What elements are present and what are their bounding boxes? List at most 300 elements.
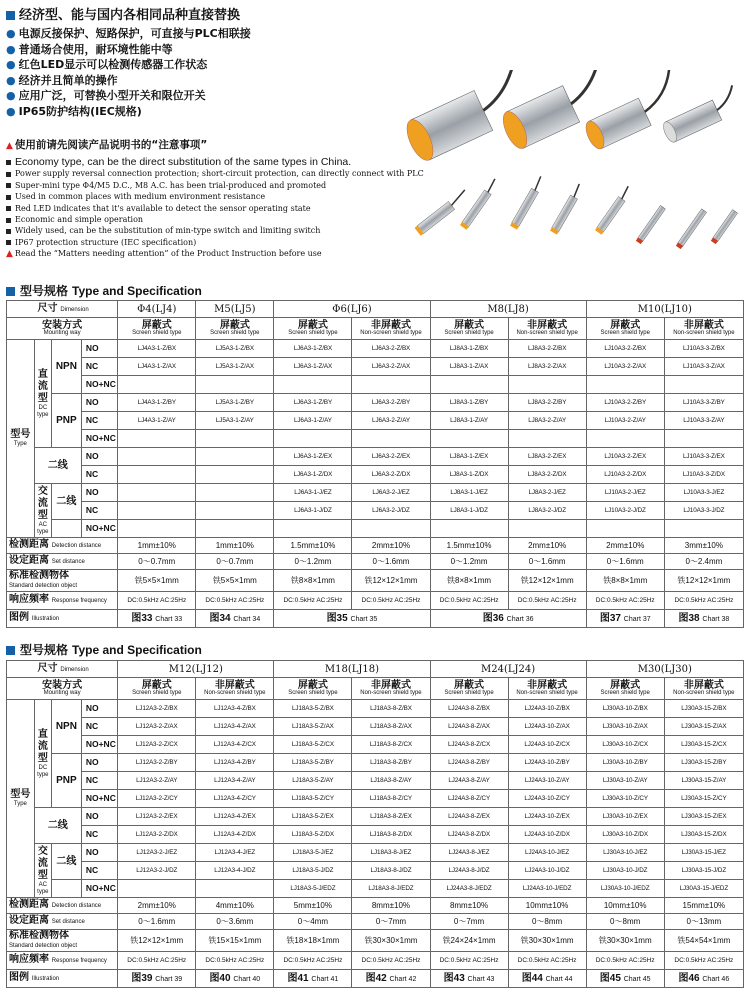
spec-value-cell: DC:0.5kHz AC:25Hz bbox=[508, 952, 586, 970]
chart-label: 图例 Illustration bbox=[7, 970, 118, 988]
model-code-cell bbox=[118, 448, 196, 466]
model-code-cell: LJ24A3-10-Z/AX bbox=[508, 718, 586, 736]
model-code-cell: LJ18A3-8-Z/BX bbox=[352, 700, 430, 718]
model-code-cell: LJ18A3-5-Z/CY bbox=[274, 790, 352, 808]
model-code-cell bbox=[664, 376, 743, 394]
model-code-cell: LJ6A3-2-Z/EX bbox=[352, 448, 430, 466]
en-feature-item: Widely used, can be the substitution of min-type switch and limiting switch bbox=[6, 225, 424, 236]
model-code-cell: LJ10A3-3-Z/DX bbox=[664, 466, 743, 484]
model-code-cell: LJ24A3-10-Z/EX bbox=[508, 808, 586, 826]
en-feature-item: Economic and simple operation bbox=[6, 214, 424, 225]
model-code-cell: LJ30A3-10-Z/AY bbox=[586, 772, 664, 790]
model-code-cell: LJ30A3-15-Z/EX bbox=[664, 808, 743, 826]
model-code-cell: LJ12A3-2-Z/AX bbox=[118, 718, 196, 736]
model-code-cell: LJ18A3-5-Z/EX bbox=[274, 808, 352, 826]
model-code-cell: LJ8A3-2-J/EZ bbox=[508, 484, 586, 502]
type-label: 型号 Type bbox=[7, 340, 35, 538]
model-code-cell: LJ18A3-5-J/DZ bbox=[274, 862, 352, 880]
dc-label: 直流型 DC type bbox=[34, 340, 51, 448]
model-code-cell: LJ18A3-8-Z/AX bbox=[352, 718, 430, 736]
spec-value-cell: 15mm±10% bbox=[664, 898, 743, 914]
model-code-cell: LJ24A3-8-Z/AY bbox=[430, 772, 508, 790]
output-nc: NC bbox=[81, 826, 117, 844]
model-code-cell: LJ18A3-8-Z/CX bbox=[352, 736, 430, 754]
spec-value-cell: 2mm±10% bbox=[586, 538, 664, 554]
model-code-cell bbox=[274, 430, 352, 448]
model-code-cell: LJ8A3-1-Z/AY bbox=[430, 412, 508, 430]
page-header bbox=[6, 4, 240, 23]
spec-value-cell: DC:0.5kHz AC:25Hz bbox=[508, 592, 586, 610]
model-code-cell: LJ12A3-2-Z/DX bbox=[118, 826, 196, 844]
model-code-cell: LJ8A3-1-J/DZ bbox=[430, 502, 508, 520]
model-code-cell bbox=[508, 520, 586, 538]
model-code-cell: LJ12A3-2-J/DZ bbox=[118, 862, 196, 880]
header-title: 经济型、能与国内各相同品种直接替换 bbox=[19, 8, 241, 23]
model-code-cell: LJ24A3-8-J/EDZ bbox=[430, 880, 508, 898]
output-no: NO bbox=[81, 808, 117, 826]
model-code-cell: LJ30A3-15-Z/CY bbox=[664, 790, 743, 808]
output-no: NO bbox=[81, 484, 117, 502]
model-code-cell: LJ18A3-8-Z/DX bbox=[352, 826, 430, 844]
model-code-cell: LJ10A3-3-J/EZ bbox=[664, 484, 743, 502]
model-code-cell: LJ5A3-1-Z/BY bbox=[196, 394, 274, 412]
model-code-cell: LJ12A3-2-Z/EX bbox=[118, 808, 196, 826]
mount-cell: 非屏蔽式 Non-screen shield type bbox=[352, 318, 430, 340]
mount-cell: 屏蔽式 Screen shield type bbox=[274, 318, 352, 340]
mount-cell: 屏蔽式 Screen shield type bbox=[196, 318, 274, 340]
bullet-square-icon bbox=[6, 229, 11, 234]
model-code-cell: LJ24A3-8-J/EZ bbox=[430, 844, 508, 862]
model-code-cell: LJ30A3-10-Z/DX bbox=[586, 826, 664, 844]
spec-value-cell: 3mm±10% bbox=[664, 538, 743, 554]
model-code-cell: LJ18A3-8-J/EZ bbox=[352, 844, 430, 862]
spec-value-cell: 铁5×5×1mm bbox=[196, 570, 274, 592]
output-nc: NC bbox=[81, 412, 117, 430]
spec-value-cell: 铁30×30×1mm bbox=[586, 930, 664, 952]
en-feature-item: Economy type, can be the direct substitution of the same types in China. bbox=[6, 157, 424, 168]
bullet-square-icon bbox=[6, 206, 11, 211]
sensor-small-row-image bbox=[415, 175, 738, 249]
spec-value-cell: DC:0.5kHz AC:25Hz bbox=[196, 592, 274, 610]
model-code-cell: LJ18A3-5-Z/BY bbox=[274, 754, 352, 772]
output-nc: NC bbox=[81, 502, 117, 520]
mount-cell: 屏蔽式 Screen shield type bbox=[430, 678, 508, 700]
model-code-cell: LJ24A3-10-J/EZ bbox=[508, 844, 586, 862]
spec-value-cell: 2mm±10% bbox=[118, 898, 196, 914]
mount-cell: 屏蔽式 Screen shield type bbox=[586, 678, 664, 700]
model-code-cell: LJ6A3-2-Z/AX bbox=[352, 358, 430, 376]
output-nonc: NO+NC bbox=[81, 376, 117, 394]
spec-value-cell: DC:0.5kHz AC:25Hz bbox=[664, 952, 743, 970]
model-code-cell: LJ8A3-2-Z/DX bbox=[508, 466, 586, 484]
model-code-cell bbox=[274, 376, 352, 394]
resp-label: 响应频率 Response frequency bbox=[7, 952, 118, 970]
spec-value-cell: 铁8×8×1mm bbox=[586, 570, 664, 592]
spec-value-cell: 0～0.7mm bbox=[118, 554, 196, 570]
spec-value-cell: 10mm±10% bbox=[508, 898, 586, 914]
model-code-cell: LJ6A3-2-J/DZ bbox=[352, 502, 430, 520]
mount-label: 安装方式 Mounting way bbox=[7, 678, 118, 700]
model-code-cell bbox=[430, 520, 508, 538]
model-code-cell: LJ12A3-4-Z/BY bbox=[196, 754, 274, 772]
chart-ref: 图36 Chart 36 bbox=[430, 610, 586, 628]
model-code-cell: LJ30A3-10-Z/CX bbox=[586, 736, 664, 754]
output-nonc: NO+NC bbox=[81, 790, 117, 808]
model-code-cell: LJ10A3-2-Z/BX bbox=[586, 340, 664, 358]
spec-value-cell: DC:0.5kHz AC:25Hz bbox=[118, 952, 196, 970]
size-cell: M24(LJ24) bbox=[430, 661, 586, 678]
model-code-cell: LJ24A3-8-Z/CX bbox=[430, 736, 508, 754]
mount-cell: 非屏蔽式 Non-screen shield type bbox=[508, 318, 586, 340]
size-cell: Φ4(LJ4) bbox=[118, 301, 196, 318]
model-code-cell bbox=[508, 376, 586, 394]
model-code-cell: LJ6A3-1-Z/BX bbox=[274, 340, 352, 358]
size-cell: Φ6(LJ6) bbox=[274, 301, 430, 318]
model-code-cell bbox=[196, 466, 274, 484]
chart-ref: 图43 Chart 43 bbox=[430, 970, 508, 988]
model-code-cell: LJ10A3-2-Z/EX bbox=[586, 448, 664, 466]
spec-value-cell: DC:0.5kHz AC:25Hz bbox=[352, 592, 430, 610]
spec-value-cell: DC:0.5kHz AC:25Hz bbox=[430, 952, 508, 970]
output-nc: NC bbox=[81, 466, 117, 484]
model-code-cell: LJ24A3-8-Z/EX bbox=[430, 808, 508, 826]
model-code-cell: LJ18A3-8-Z/EX bbox=[352, 808, 430, 826]
model-code-cell: LJ24A3-8-Z/CY bbox=[430, 790, 508, 808]
spec-value-cell: 铁30×30×1mm bbox=[352, 930, 430, 952]
spec-value-cell: 0～1.2mm bbox=[274, 554, 352, 570]
model-code-cell: LJ12A3-2-J/EZ bbox=[118, 844, 196, 862]
model-code-cell: LJ18A3-5-J/EDZ bbox=[274, 880, 352, 898]
model-code-cell bbox=[586, 430, 664, 448]
model-code-cell: LJ30A3-15-Z/DX bbox=[664, 826, 743, 844]
model-code-cell: LJ24A3-8-J/DZ bbox=[430, 862, 508, 880]
spec-value-cell: DC:0.5kHz AC:25Hz bbox=[274, 592, 352, 610]
output-no: NO bbox=[81, 844, 117, 862]
model-code-cell: LJ30A3-10-Z/CY bbox=[586, 790, 664, 808]
bullet-square-icon bbox=[6, 218, 11, 223]
en-warning: ▲ Read the “Matters needing attention” of the Product Instruction before use bbox=[6, 249, 322, 260]
chart-ref: 图33 Chart 33 bbox=[118, 610, 196, 628]
model-code-cell bbox=[352, 520, 430, 538]
model-code-cell: LJ4A3-1-Z/AY bbox=[118, 412, 196, 430]
warning-triangle-icon: ▲ bbox=[6, 249, 13, 260]
model-code-cell: LJ8A3-1-Z/BY bbox=[430, 394, 508, 412]
cn-feature-item: ● 经济并且简单的操作 bbox=[6, 73, 118, 87]
mount-cell: 非屏蔽式 Non-screen shield type bbox=[508, 678, 586, 700]
spec-value-cell: 0～8mm bbox=[508, 914, 586, 930]
spec-value-cell: 铁12×12×1mm bbox=[508, 570, 586, 592]
spec-value-cell: DC:0.5kHz AC:25Hz bbox=[586, 592, 664, 610]
model-code-cell bbox=[196, 520, 274, 538]
model-code-cell bbox=[118, 430, 196, 448]
model-code-cell: LJ5A3-1-Z/AY bbox=[196, 412, 274, 430]
spec-value-cell: 铁8×8×1mm bbox=[274, 570, 352, 592]
model-code-cell: LJ8A3-1-Z/AX bbox=[430, 358, 508, 376]
spec-value-cell: DC:0.5kHz AC:25Hz bbox=[274, 952, 352, 970]
model-code-cell bbox=[118, 466, 196, 484]
model-code-cell: LJ8A3-2-Z/AX bbox=[508, 358, 586, 376]
model-code-cell: LJ18A3-5-Z/AX bbox=[274, 718, 352, 736]
chart-ref: 图34 Chart 34 bbox=[196, 610, 274, 628]
model-code-cell: LJ30A3-15-J/DZ bbox=[664, 862, 743, 880]
spec-value-cell: DC:0.5kHz AC:25Hz bbox=[430, 592, 508, 610]
mount-label: 安装方式 Mounting way bbox=[7, 318, 118, 340]
en-feature-item: Super-mini type Φ4/M5 D.C., M8 A.C. has been trial-produced and promoted bbox=[6, 180, 424, 191]
spec-value-cell: 铁5×5×1mm bbox=[118, 570, 196, 592]
model-code-cell: LJ6A3-1-J/DZ bbox=[274, 502, 352, 520]
chart-ref: 图42 Chart 42 bbox=[352, 970, 430, 988]
model-code-cell: LJ6A3-1-Z/BY bbox=[274, 394, 352, 412]
model-code-cell: LJ24A3-10-Z/BY bbox=[508, 754, 586, 772]
spec-value-cell: 0～1.2mm bbox=[430, 554, 508, 570]
warning-cn: ▲ 使用前请先阅读产品说明书的“注意事项” bbox=[6, 139, 208, 151]
mount-cell: 屏蔽式 Screen shield type bbox=[118, 318, 196, 340]
size-cell: M30(LJ30) bbox=[586, 661, 743, 678]
output-no: NO bbox=[81, 340, 117, 358]
output-nc: NC bbox=[81, 718, 117, 736]
chart-ref: 图41 Chart 41 bbox=[274, 970, 352, 988]
output-nonc: NO+NC bbox=[81, 430, 117, 448]
model-code-cell: LJ12A3-4-Z/DX bbox=[196, 826, 274, 844]
model-code-cell bbox=[118, 880, 196, 898]
mount-cell: 屏蔽式 Screen shield type bbox=[586, 318, 664, 340]
bullet-icon: ● bbox=[6, 58, 16, 72]
en-feature-item: IP67 protection structure (IEC specification) bbox=[6, 237, 424, 248]
model-code-cell: LJ12A3-2-Z/CX bbox=[118, 736, 196, 754]
spec-value-cell: 铁30×30×1mm bbox=[508, 930, 586, 952]
model-code-cell: LJ10A3-2-Z/BY bbox=[586, 394, 664, 412]
section-title-2: 型号规格 Type and Specification bbox=[6, 641, 202, 658]
spec-table-2 bbox=[6, 660, 744, 988]
output-no: NO bbox=[81, 754, 117, 772]
resp-label: 响应频率 Response frequency bbox=[7, 592, 118, 610]
bullet-icon: ● bbox=[6, 27, 16, 40]
two-wire-label bbox=[51, 520, 81, 538]
spec-value-cell: 2mm±10% bbox=[352, 538, 430, 554]
model-code-cell: LJ18A3-8-J/EDZ bbox=[352, 880, 430, 898]
model-code-cell: LJ6A3-1-Z/AX bbox=[274, 358, 352, 376]
mount-cell: 屏蔽式 Screen shield type bbox=[118, 678, 196, 700]
model-code-cell: LJ30A3-10-Z/EX bbox=[586, 808, 664, 826]
bullet-square-icon bbox=[6, 172, 11, 177]
model-code-cell: LJ18A3-5-Z/CX bbox=[274, 736, 352, 754]
output-nonc: NO+NC bbox=[81, 520, 117, 538]
model-code-cell: LJ30A3-10-J/DZ bbox=[586, 862, 664, 880]
en-feature-item: Used in common places with medium environment resistance bbox=[6, 191, 424, 202]
model-code-cell: LJ18A3-5-J/EZ bbox=[274, 844, 352, 862]
spec-value-cell: DC:0.5kHz AC:25Hz bbox=[118, 592, 196, 610]
model-code-cell: LJ18A3-8-Z/CY bbox=[352, 790, 430, 808]
spec-value-cell: 0～2.4mm bbox=[664, 554, 743, 570]
model-code-cell: LJ8A3-1-Z/DX bbox=[430, 466, 508, 484]
two-wire-label: 二线 bbox=[51, 484, 81, 520]
model-code-cell bbox=[196, 484, 274, 502]
spec-value-cell: 铁12×12×1mm bbox=[118, 930, 196, 952]
npn-label: NPN bbox=[51, 340, 81, 394]
spec-value-cell: 1.5mm±10% bbox=[430, 538, 508, 554]
section-square-icon bbox=[6, 287, 15, 296]
model-code-cell: LJ10A3-2-J/DZ bbox=[586, 502, 664, 520]
model-code-cell: LJ6A3-1-Z/EX bbox=[274, 448, 352, 466]
model-code-cell: LJ8A3-1-J/EZ bbox=[430, 484, 508, 502]
size-cell: M8(LJ8) bbox=[430, 301, 586, 318]
bullet-icon: ● bbox=[6, 73, 16, 87]
model-code-cell: LJ30A3-15-Z/AY bbox=[664, 772, 743, 790]
spec-value-cell: 0～13mm bbox=[664, 914, 743, 930]
set-label: 设定距离 Set distance bbox=[7, 554, 118, 570]
size-cell: M18(LJ18) bbox=[274, 661, 430, 678]
spec-value-cell: 0～7mm bbox=[352, 914, 430, 930]
chart-ref: 图44 Chart 44 bbox=[508, 970, 586, 988]
model-code-cell bbox=[196, 430, 274, 448]
model-code-cell: LJ6A3-1-Z/AY bbox=[274, 412, 352, 430]
model-code-cell: LJ6A3-2-Z/DX bbox=[352, 466, 430, 484]
bullet-icon: ● bbox=[6, 42, 16, 56]
en-feature-list bbox=[6, 157, 424, 261]
mount-cell: 非屏蔽式 Non-screen shield type bbox=[664, 678, 743, 700]
model-code-cell: LJ24A3-10-J/EDZ bbox=[508, 880, 586, 898]
model-code-cell bbox=[352, 430, 430, 448]
model-code-cell: LJ6A3-2-Z/AY bbox=[352, 412, 430, 430]
model-code-cell: LJ12A3-4-Z/CX bbox=[196, 736, 274, 754]
cn-feature-item: ● 红色LED显示可以检测传感器工作状态 bbox=[6, 58, 208, 72]
dc-label: 直流型 DC type bbox=[34, 700, 51, 808]
ac-label: 交流型 AC type bbox=[34, 484, 51, 538]
model-code-cell: LJ10A3-2-Z/AY bbox=[586, 412, 664, 430]
model-code-cell: LJ6A3-2-Z/BY bbox=[352, 394, 430, 412]
model-code-cell: LJ12A3-4-J/DZ bbox=[196, 862, 274, 880]
size-cell: M5(LJ5) bbox=[196, 301, 274, 318]
en-feature-item: Power supply reversal connection protection; short-circuit protection, can directly connect with PLC bbox=[6, 168, 424, 179]
model-code-cell: LJ24A3-10-Z/DX bbox=[508, 826, 586, 844]
model-code-cell: LJ24A3-10-Z/AY bbox=[508, 772, 586, 790]
mount-cell: 屏蔽式 Screen shield type bbox=[430, 318, 508, 340]
model-code-cell: LJ12A3-4-J/EZ bbox=[196, 844, 274, 862]
model-code-cell: LJ6A3-1-Z/DX bbox=[274, 466, 352, 484]
model-code-cell bbox=[196, 502, 274, 520]
two-wire-label: 二线 bbox=[34, 448, 81, 484]
model-code-cell bbox=[430, 376, 508, 394]
model-code-cell: LJ24A3-10-Z/BX bbox=[508, 700, 586, 718]
output-no: NO bbox=[81, 448, 117, 466]
spec-value-cell: 铁18×18×1mm bbox=[274, 930, 352, 952]
spec-value-cell: 铁8×8×1mm bbox=[430, 570, 508, 592]
chart-ref: 图40 Chart 40 bbox=[196, 970, 274, 988]
model-code-cell: LJ5A3-1-Z/AX bbox=[196, 358, 274, 376]
model-code-cell: LJ12A3-2-Z/BY bbox=[118, 754, 196, 772]
model-code-cell: LJ10A3-3-Z/AX bbox=[664, 358, 743, 376]
pnp-label: PNP bbox=[51, 394, 81, 448]
two-wire-label: 二线 bbox=[34, 808, 81, 844]
chart-ref: 图37 Chart 37 bbox=[586, 610, 664, 628]
spec-value-cell: 铁15×15×1mm bbox=[196, 930, 274, 952]
spec-value-cell: 0～3.6mm bbox=[196, 914, 274, 930]
model-code-cell bbox=[196, 376, 274, 394]
bullet-icon: ● bbox=[6, 104, 16, 118]
header-square-icon bbox=[6, 11, 15, 20]
model-code-cell: LJ12A3-2-Z/AY bbox=[118, 772, 196, 790]
size-cell: M10(LJ10) bbox=[586, 301, 743, 318]
size-cell: M12(LJ12) bbox=[118, 661, 274, 678]
model-code-cell bbox=[118, 520, 196, 538]
output-nonc: NO+NC bbox=[81, 736, 117, 754]
model-code-cell: LJ8A3-1-Z/EX bbox=[430, 448, 508, 466]
model-code-cell: LJ30A3-10-J/EDZ bbox=[586, 880, 664, 898]
set-label: 设定距离 Set distance bbox=[7, 914, 118, 930]
model-code-cell: LJ8A3-2-J/DZ bbox=[508, 502, 586, 520]
size-label: 尺寸 Dimension bbox=[7, 301, 118, 318]
model-code-cell: LJ12A3-4-Z/AX bbox=[196, 718, 274, 736]
spec-value-cell: DC:0.5kHz AC:25Hz bbox=[664, 592, 743, 610]
model-code-cell: LJ24A3-8-Z/DX bbox=[430, 826, 508, 844]
spec-value-cell: DC:0.5kHz AC:25Hz bbox=[352, 952, 430, 970]
model-code-cell: LJ18A3-5-Z/AY bbox=[274, 772, 352, 790]
mount-cell: 非屏蔽式 Non-screen shield type bbox=[352, 678, 430, 700]
model-code-cell bbox=[586, 520, 664, 538]
chart-ref: 图38 Chart 38 bbox=[664, 610, 743, 628]
model-code-cell: LJ8A3-2-Z/EX bbox=[508, 448, 586, 466]
model-code-cell bbox=[586, 376, 664, 394]
model-code-cell bbox=[352, 376, 430, 394]
output-no: NO bbox=[81, 700, 117, 718]
model-code-cell: LJ8A3-1-Z/BX bbox=[430, 340, 508, 358]
model-code-cell bbox=[118, 376, 196, 394]
output-no: NO bbox=[81, 394, 117, 412]
spec-table-1 bbox=[6, 300, 744, 628]
spec-value-cell: 0～7mm bbox=[430, 914, 508, 930]
cn-feature-item: ● 应用广泛，可替换小型开关和限位开关 bbox=[6, 89, 206, 103]
spec-value-cell: 0～1.6mm bbox=[508, 554, 586, 570]
model-code-cell: LJ8A3-2-Z/BX bbox=[508, 340, 586, 358]
two-wire-label: 二线 bbox=[51, 844, 81, 880]
model-code-cell: LJ24A3-10-Z/CX bbox=[508, 736, 586, 754]
model-code-cell: LJ18A3-8-J/DZ bbox=[352, 862, 430, 880]
model-code-cell bbox=[430, 430, 508, 448]
model-code-cell bbox=[196, 448, 274, 466]
model-code-cell: LJ4A3-1-Z/BY bbox=[118, 394, 196, 412]
size-label: 尺寸 Dimension bbox=[7, 661, 118, 678]
model-code-cell: LJ6A3-2-Z/BX bbox=[352, 340, 430, 358]
pnp-label: PNP bbox=[51, 754, 81, 808]
ac-label: 交流型 AC type bbox=[34, 844, 51, 898]
model-code-cell: LJ30A3-15-Z/AX bbox=[664, 718, 743, 736]
bullet-icon: ● bbox=[6, 89, 16, 103]
chart-label: 图例 Illustration bbox=[7, 610, 118, 628]
chart-ref: 图39 Chart 39 bbox=[118, 970, 196, 988]
model-code-cell: LJ10A3-2-J/EZ bbox=[586, 484, 664, 502]
model-code-cell: LJ30A3-10-Z/BX bbox=[586, 700, 664, 718]
model-code-cell: LJ10A3-3-J/DZ bbox=[664, 502, 743, 520]
model-code-cell: LJ24A3-8-Z/BY bbox=[430, 754, 508, 772]
spec-value-cell: 8mm±10% bbox=[352, 898, 430, 914]
model-code-cell: LJ30A3-10-J/EZ bbox=[586, 844, 664, 862]
model-code-cell bbox=[118, 484, 196, 502]
model-code-cell: LJ30A3-10-Z/BY bbox=[586, 754, 664, 772]
spec-value-cell: 铁12×12×1mm bbox=[664, 570, 743, 592]
model-code-cell: LJ18A3-5-Z/BX bbox=[274, 700, 352, 718]
output-nc: NC bbox=[81, 862, 117, 880]
model-code-cell: LJ10A3-2-Z/AX bbox=[586, 358, 664, 376]
model-code-cell: LJ24A3-10-J/DZ bbox=[508, 862, 586, 880]
spec-value-cell: 铁12×12×1mm bbox=[352, 570, 430, 592]
spec-value-cell: 10mm±10% bbox=[586, 898, 664, 914]
model-code-cell: LJ10A3-3-Z/BY bbox=[664, 394, 743, 412]
bullet-square-icon bbox=[6, 195, 11, 200]
warning-triangle-icon: ▲ bbox=[6, 141, 13, 151]
cn-feature-item: ● 普通场合使用，耐环境性能中等 bbox=[6, 42, 173, 56]
model-code-cell: LJ10A3-3-Z/BX bbox=[664, 340, 743, 358]
spec-value-cell: 4mm±10% bbox=[196, 898, 274, 914]
